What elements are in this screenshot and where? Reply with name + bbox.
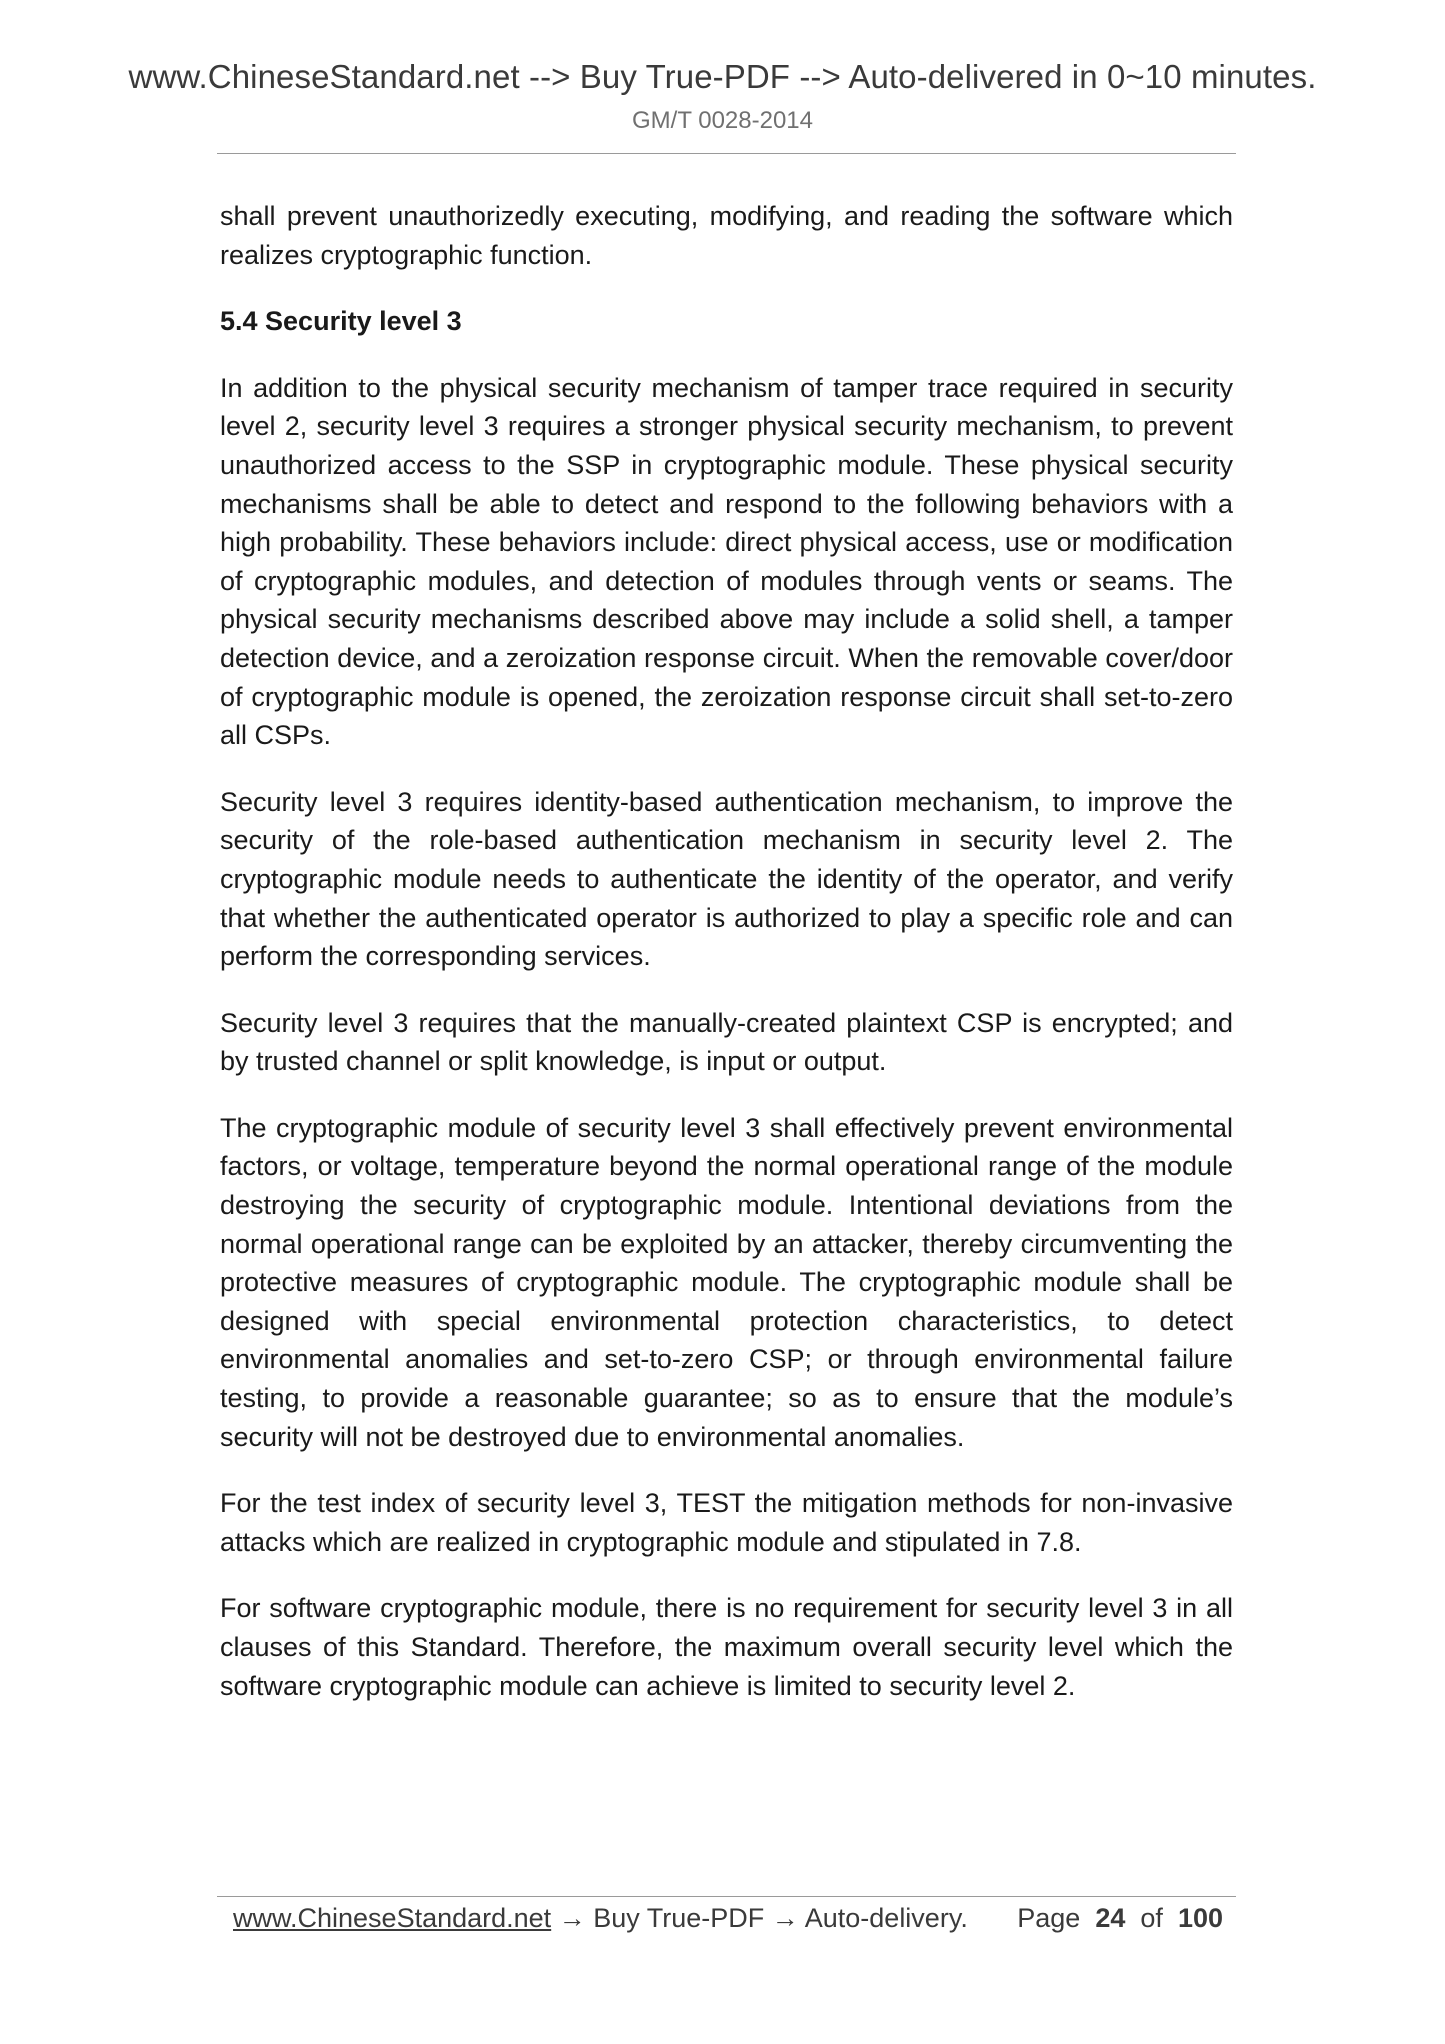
footer-promo [233, 1903, 968, 1934]
page-content [220, 197, 1233, 1733]
footer-divider [217, 1896, 1236, 1897]
body-paragraph-3: Security level 3 requires that the manually-created plaintext CSP is encrypted; and by trusted channel or split knowledge, is input or output. [220, 1007, 1233, 1077]
body-paragraph-5: For the test index of security level 3, TEST the mitigation methods for non-invasive attacks which are realized in cryptographic module and stipulated in 7.8. [220, 1488, 1233, 1557]
body-paragraph-1: In addition to the physical security mechanism of tamper trace required in security level 2, security level 3 requires a stronger physical security mechanism, to prevent unauthorized access to the SSP in cryptographic module. These physical security mechanisms shall be able to detect and respond to the following behaviors with a high probability. These behaviors include: direct physical access, use or modification of cryptographic modules, and detection of modules through vents or seams. The physical security mechanisms described above may include a solid shell, a tamper detection device, and a zeroization response circuit. When the removable cover/door of cryptographic module is opened, the zeroization response circuit shall set-to-zero all CSPs. [220, 372, 1233, 751]
section-heading: 5.4 Security level 3 [220, 306, 462, 337]
footer-site-link[interactable]: www.ChineseStandard.net [233, 1903, 552, 1933]
body-paragraph-2: Security level 3 requires identity-based authentication mechanism, to improve the security of the role-based authentication mechanism in security level 2. The cryptographic module needs to authenticate the identity of the operator, and verify that whether the authenticated operator is authorized to play a specific role and can perform the corresponding services. [220, 786, 1233, 972]
page-footer [233, 1903, 1223, 1943]
document-number: GM/T 0028-2014 [632, 107, 813, 134]
page-word: Page [1017, 1903, 1081, 1933]
total-pages: 100 [1177, 1903, 1223, 1933]
footer-promo-text: → Buy True-PDF → Auto-delivery. [551, 1903, 968, 1933]
page-number: 24 [1095, 1903, 1126, 1933]
body-paragraph-4: The cryptographic module of security level 3 shall effectively prevent environmental factors, or voltage, temperature beyond the normal operational range of the module destroying the security of cryptographic module. Intentional deviations from the normal operational range can be exploited by an attacker, thereby circumventing the protective measures of cryptographic module. The cryptographic module shall be designed with special environmental protection characteristics, to detect environmental anomalies and set-to-zero CSP; or through environmental failure testing, to provide a reasonable guarantee; so as to ensure that the module’s security will not be destroyed due to environmental anomalies. [220, 1112, 1233, 1452]
page-indicator [1017, 1903, 1223, 1934]
of-word: of [1140, 1903, 1163, 1933]
body-paragraph-6: For software cryptographic module, there is no requirement for security level 3 in all clauses of this Standard. Therefore, the maximum overall security level which the software cryptographic module can achieve is limited to security level 2. [220, 1593, 1233, 1701]
header-banner: www.ChineseStandard.net --> Buy True-PDF --> Auto-delivered in 0~10 minutes. [128, 58, 1317, 95]
header-divider [217, 153, 1236, 154]
intro-paragraph: shall prevent unauthorizedly executing, modifying, and reading the software which realizes cryptographic function. [220, 201, 1233, 270]
